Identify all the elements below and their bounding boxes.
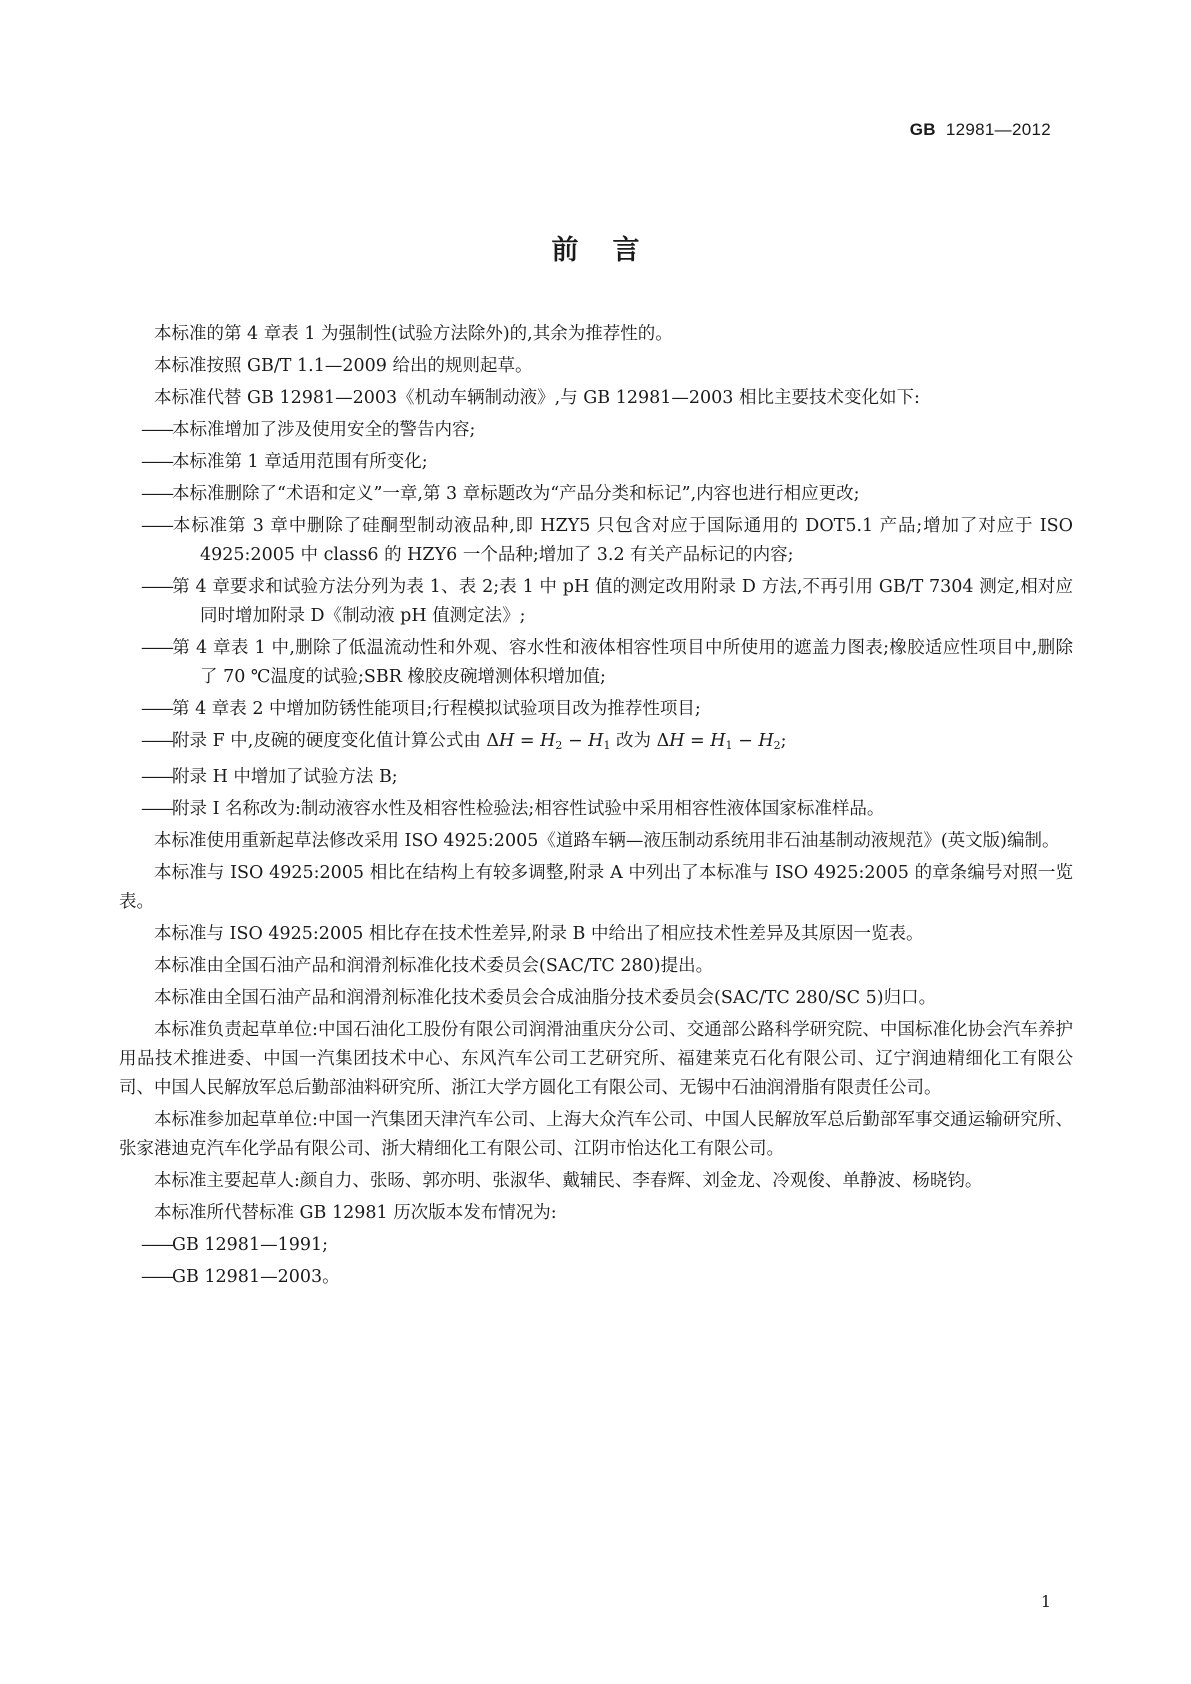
dash-marker: —— xyxy=(141,731,172,751)
dash-marker: —— xyxy=(141,577,172,597)
change-item: ——附录 I 名称改为:制动液容水性及相容性检验法;相容性试验中采用相容性液体国家标准样品。 xyxy=(141,799,885,819)
paragraph-history: 本标准所代替标准 GB 12981 历次版本发布情况为: xyxy=(154,1203,557,1223)
paragraph-differences: 本标准与 ISO 4925:2005 相比存在技术性差异,附录 B 中给出了相应技术性差异及其原因一览表。 xyxy=(154,924,924,944)
change-item: ——本标准第 3 章中删除了硅酮型制动液品种,即 HZY5 只包含对应于国际通用的 DOT5.1 产品;增加了对应于 ISO 4925:2005 中 class6 的 HZY6 一个品种;增加了 3.2 有关产品标记的内容; xyxy=(141,516,1073,565)
paragraph-mandatory: 本标准的第 4 章表 1 为强制性(试验方法除外)的,其余为推荐性的。 xyxy=(154,324,673,344)
change-item-formula: ——附录 F 中,皮碗的硬度变化值计算公式由 $\Delta H = H_2 - H_1$ 改为 $\Delta H = H_1 - H_2$; xyxy=(141,731,787,752)
standard-prefix: GB xyxy=(909,120,936,139)
dash-marker: —— xyxy=(141,420,172,440)
dash-marker: —— xyxy=(141,699,172,719)
dash-marker: —— xyxy=(141,484,172,504)
history-item: ——GB 12981—1991; xyxy=(141,1235,329,1255)
paragraph-replaces: 本标准代替 GB 12981—2003《机动车辆制动液》,与 GB 12981—2003 相比主要技术变化如下: xyxy=(154,388,920,408)
formula-old: $\Delta H = H_2 - H_1$ xyxy=(486,731,611,752)
page-title: 前言 xyxy=(551,235,674,266)
paragraph-drafting-units: 本标准负责起草单位:中国石油化工股份有限公司润滑油重庆分公司、交通部公路科学研究院、中国标准化协会汽车养护用品技术推进委、中国一汽集团技术中心、东风汽车公司工艺研究所、福建莱克石化有限公司、辽宁润迪精细化工有限公司、中国人民解放军总后勤部油料研究所、浙江大学方圆化工有限公司、无锡中石油润滑脂有限责任公司。 xyxy=(119,1020,1073,1098)
standard-number: 12981—2012 xyxy=(945,120,1051,139)
formula-new: $\Delta H = H_1 - H_2$ xyxy=(656,731,781,752)
paragraph-under-jurisdiction: 本标准由全国石油产品和润滑剂标准化技术委员会合成油脂分技术委员会(SAC/TC 280/SC 5)归口。 xyxy=(154,988,937,1008)
change-item: ——第 4 章要求和试验方法分列为表 1、表 2;表 1 中 pH 值的测定改用附录 D 方法,不再引用 GB/T 7304 测定,相对应同时增加附录 D《制动液 pH 值测定法》; xyxy=(141,577,1073,626)
page-number: 1 xyxy=(1040,1592,1051,1611)
dash-marker: —— xyxy=(141,767,172,787)
foreword-body xyxy=(119,320,1073,1295)
dash-marker: —— xyxy=(141,1235,172,1255)
paragraph-participating-units: 本标准参加起草单位:中国一汽集团天津汽车公司、上海大众汽车公司、中国人民解放军总后勤部军事交通运输研究所、张家港迪克汽车化学品有限公司、浙大精细化工有限公司、江阴市怡达化工有限公司。 xyxy=(119,1110,1073,1159)
change-item: ——本标准增加了涉及使用安全的警告内容; xyxy=(141,420,476,440)
paragraph-drafting-rules: 本标准按照 GB/T 1.1—2009 给出的规则起草。 xyxy=(154,356,533,376)
dash-marker: —— xyxy=(141,799,172,819)
change-item: ——附录 H 中增加了试验方法 B; xyxy=(141,767,398,787)
paragraph-adoption: 本标准使用重新起草法修改采用 ISO 4925:2005《道路车辆—液压制动系统用非石油基制动液规范》(英文版)编制。 xyxy=(154,831,1060,851)
dash-marker: —— xyxy=(141,516,172,536)
standard-number-header xyxy=(910,120,1051,140)
dash-marker: —— xyxy=(141,1267,172,1287)
change-item: ——本标准删除了“术语和定义”一章,第 3 章标题改为“产品分类和标记”,内容也进行相应更改; xyxy=(141,484,860,504)
change-item: ——第 4 章表 2 中增加防锈性能项目;行程模拟试验项目改为推荐性项目; xyxy=(141,699,701,719)
dash-marker: —— xyxy=(141,638,172,658)
paragraph-structure: 本标准与 ISO 4925:2005 相比在结构上有较多调整,附录 A 中列出了本标准与 ISO 4925:2005 的章条编号对照一览表。 xyxy=(119,863,1073,912)
change-item: ——第 4 章表 1 中,删除了低温流动性和外观、容水性和液体相容性项目中所使用的遮盖力图表;橡胶适应性项目中,删除了 70 ℃温度的试验;SBR 橡胶皮碗增测体积增加值; xyxy=(141,638,1073,687)
dash-marker: —— xyxy=(141,452,172,472)
paragraph-drafters: 本标准主要起草人:颜自力、张旸、郭亦明、张淑华、戴辅民、李春辉、刘金龙、冷观俊、单静波、杨晓钧。 xyxy=(154,1171,983,1191)
change-item: ——本标准第 1 章适用范围有所变化; xyxy=(141,452,428,472)
history-item: ——GB 12981—2003。 xyxy=(141,1267,340,1287)
paragraph-proposed-by: 本标准由全国石油产品和润滑剂标准化技术委员会(SAC/TC 280)提出。 xyxy=(154,956,714,976)
